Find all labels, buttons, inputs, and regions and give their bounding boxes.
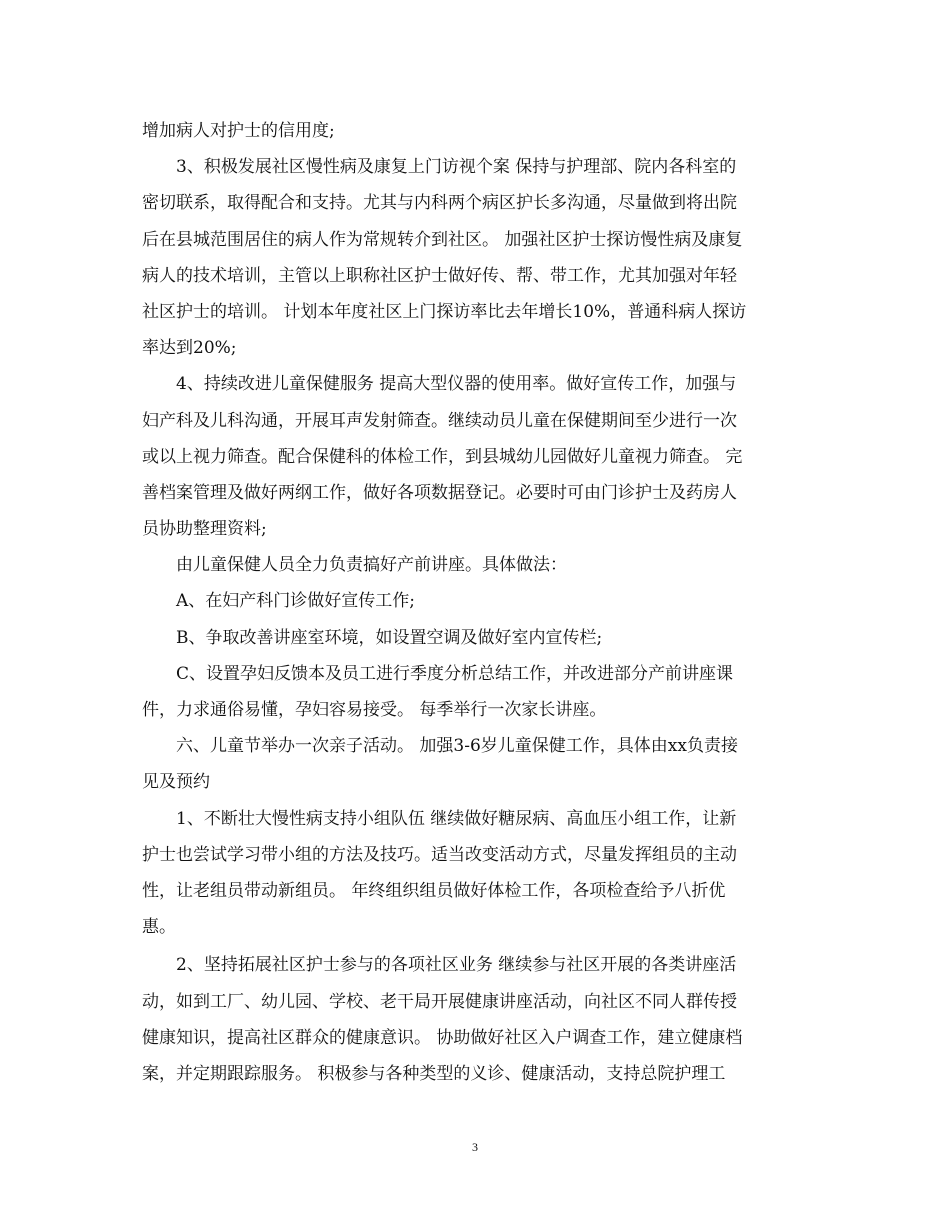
text-line: 3、积极发展社区慢性病及康复上门访视个案 保持与护理部、院内各科室的	[176, 157, 737, 178]
text-line: 2、坚持拓展社区护士参与的各项社区业务 继续参与社区开展的各类讲座活	[176, 955, 737, 976]
text-line: 病人的技术培训，主管以上职称社区护士做好传、帮、带工作，尤其加强对年轻	[142, 265, 737, 286]
text-line: 增加病人对护士的信用度;	[142, 121, 335, 141]
text-line: 护士也尝试学习带小组的方法及技巧。适当改变活动方式，尽量发挥组员的主动	[142, 844, 737, 865]
text-line: 员协助整理资料;	[142, 519, 267, 540]
text-line: A、在妇产科门诊做好宣传工作;	[176, 591, 416, 612]
text-line: 社区护士的培训。 计划本年度社区上门探访率比去年增长10%，普通科病人探访	[142, 301, 747, 322]
text-line: 健康知识，提高社区群众的健康意识。 协助做好社区入户调查工作，建立健康档	[142, 1027, 743, 1048]
text-line: 4、持续改进儿童保健服务 提高大型仪器的使用率。做好宣传工作，加强与	[176, 374, 737, 395]
text-line: 动，如到工厂、幼儿园、学校、老干局开展健康讲座活动，向社区不同人群传授	[142, 991, 737, 1012]
text-line: 惠。	[142, 917, 176, 938]
text-line: 六、儿童节举办一次亲子活动。 加强3-6岁儿童保健工作，具体由xx负责接	[176, 736, 738, 757]
document-body	[142, 113, 812, 1092]
text-line: 后在县城范围居住的病人作为常规转介到社区。 加强社区护士探访慢性病及康复	[142, 229, 743, 250]
text-line: B、争取改善讲座室环境，如设置空调及做好室内宣传栏;	[176, 627, 603, 648]
page-number: 3	[472, 1140, 478, 1154]
text-line: 善档案管理及做好两纲工作，做好各项数据登记。必要时可由门诊护士及药房人	[142, 482, 737, 503]
text-line: 妇产科及儿科沟通，开展耳声发射筛查。继续动员儿童在保健期间至少进行一次	[142, 410, 737, 431]
text-line: 或以上视力筛查。配合保健科的体检工作，到县城幼儿园做好儿童视力筛查。 完	[142, 446, 743, 467]
text-line: 性，让老组员带动新组员。 年终组织组员做好体检工作，各项检查给予八折优	[142, 880, 726, 901]
text-line: 见及预约	[142, 772, 210, 793]
text-line: C、设置孕妇反馈本及员工进行季度分析总结工作，并改进部分产前讲座课	[176, 663, 734, 684]
text-line: 密切联系，取得配合和支持。尤其与内科两个病区护长多沟通，尽量做到将出院	[142, 193, 737, 214]
text-line: 案，并定期跟踪服务。 积极参与各种类型的义诊、健康活动，支持总院护理工	[142, 1063, 726, 1084]
text-line: 件，力求通俗易懂，孕妇容易接受。 每季举行一次家长讲座。	[142, 700, 607, 720]
text-line: 1、不断壮大慢性病支持小组队伍 继续做好糖尿病、高血压小组工作，让新	[176, 808, 737, 829]
text-line: 率达到20%;	[142, 338, 237, 359]
text-line: 由儿童保健人员全力负责搞好产前讲座。具体做法：	[176, 555, 567, 576]
